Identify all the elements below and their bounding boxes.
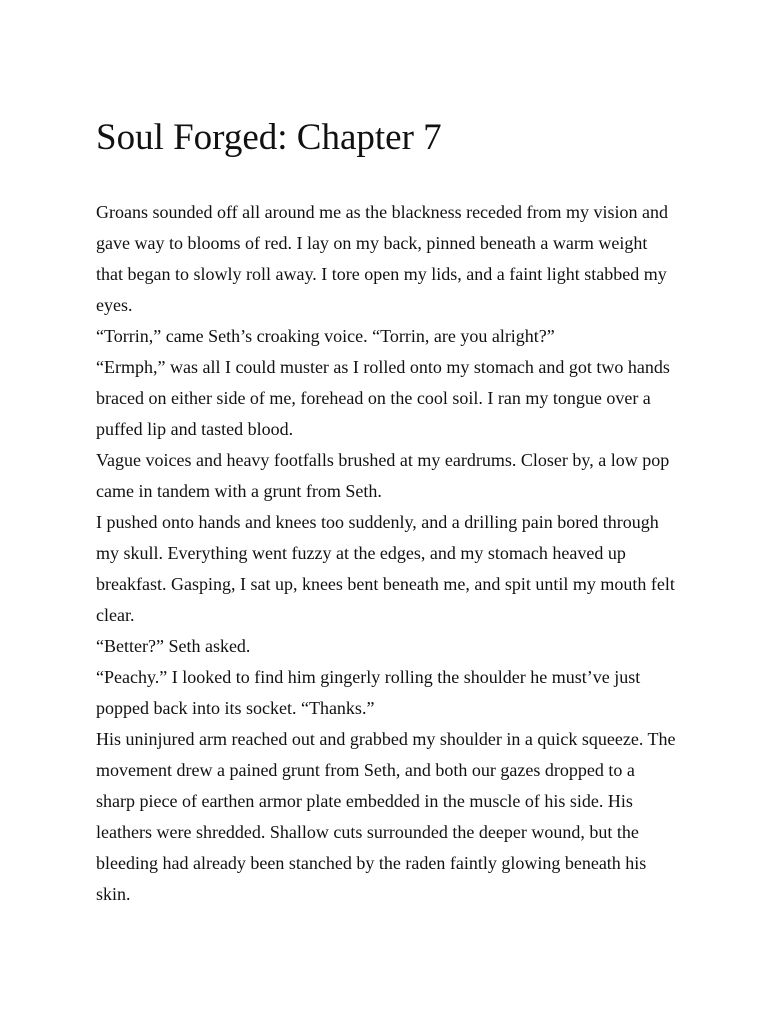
document-body <box>96 197 676 910</box>
paragraph: “Peachy.” I looked to find him gingerly rolling the shoulder he must’ve just popped back into its socket. “Thanks.” <box>96 667 641 718</box>
paragraph: His uninjured arm reached out and grabbed my shoulder in a quick squeeze. The movement drew a pained grunt from Seth, and both our gazes dropped to a sharp piece of earthen armor plate embedded in the muscle of his side. His leathers were shredded. Shallow cuts surrounded the deeper wound, but the bleeding had already been stanched by the raden faintly glowing beneath his skin. <box>96 729 676 904</box>
paragraph: I pushed onto hands and knees too suddenly, and a drilling pain bored through my skull. Everything went fuzzy at the edges, and my stomach heaved up breakfast. Gasping, I sat up, knees bent beneath me, and spit until my mouth felt clear. <box>96 512 675 625</box>
paragraph: “Better?” Seth asked. <box>96 636 251 656</box>
paragraph: “Torrin,” came Seth’s croaking voice. “Torrin, are you alright?” <box>96 326 555 346</box>
paragraph: Groans sounded off all around me as the blackness receded from my vision and gave way to blooms of red. I lay on my back, pinned beneath a warm weight that began to slowly roll away. I tore open my lids, and a faint light stabbed my eyes. <box>96 202 669 315</box>
paragraph: Vague voices and heavy footfalls brushed at my eardrums. Closer by, a low pop came in tandem with a grunt from Seth. <box>96 450 670 501</box>
paragraph: “Ermph,” was all I could muster as I rolled onto my stomach and got two hands braced on either side of me, forehead on the cool soil. I ran my tongue over a puffed lip and tasted blood. <box>96 357 670 439</box>
document-title: Soul Forged: Chapter 7 <box>96 117 442 158</box>
